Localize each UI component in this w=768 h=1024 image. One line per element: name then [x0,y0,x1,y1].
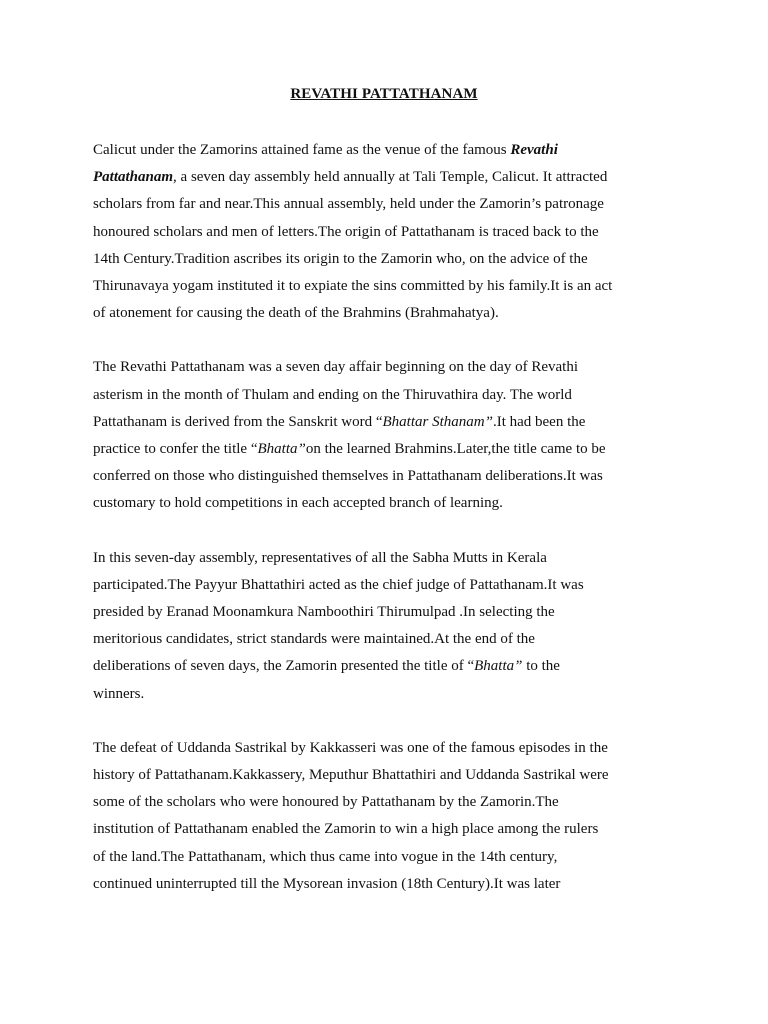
paragraph-4 [93,735,683,898]
text-line [93,816,683,843]
text-run: .It had been the [492,413,586,430]
text-line [93,626,683,653]
text-run: customary to hold competitions in each accepted branch of learning. [93,495,503,512]
text-line [93,735,683,762]
emphasized-text: Bhattar Sthanam” [382,413,493,430]
text-line [93,871,683,898]
paragraph-1 [93,137,683,327]
text-line [93,219,683,246]
text-line [93,545,683,572]
text-line [93,409,683,436]
text-run: deliberations of seven days, the Zamorin presented the title of “ [93,658,475,675]
text-line [93,246,683,273]
text-line [93,354,683,381]
text-run: meritorious candidates, strict standards were maintained.At the end of the [93,631,535,648]
text-run: Calicut under the Zamorins attained fame as the venue of the famous [93,142,511,158]
text-line [93,164,683,191]
text-run: scholars from far and near.This annual assembly, held under the Zamorin’s patronage [93,196,604,213]
text-line [93,653,683,680]
text-run: practice to confer the title “ [93,441,258,458]
text-line [93,490,683,517]
text-run: history of Pattathanam.Kakkassery, Meputhur Bhattathiri and Uddanda Sastrikal were [93,767,609,784]
text-run: The defeat of Uddanda Sastrikal by Kakkasseri was one of the famous episodes in the [93,739,608,756]
text-line [93,382,683,409]
emphasized-text: Revathi [510,142,558,158]
text-line [93,789,683,816]
text-run: The Revathi Pattathanam was a seven day affair beginning on the day of Revathi [93,359,578,376]
text-line [93,273,683,300]
text-line [93,844,683,871]
text-run: conferred on those who distinguished themselves in Pattathanam deliberations.It was [93,468,603,485]
text-run: winners. [93,685,145,702]
text-line [93,436,683,463]
text-run: Thirunavaya yogam instituted it to expiate the sins committed by his family.It is an act [93,278,613,295]
text-run: asterism in the month of Thulam and ending on the Thiruvathira day. The world [93,386,572,403]
text-run: some of the scholars who were honoured by Pattathanam by the Zamorin.The [93,794,559,811]
text-run: presided by Eranad Moonamkura Namboothiri Thirumulpad .In selecting the [93,604,555,621]
text-line [93,681,683,708]
text-run: In this seven-day assembly, representatives of all the Sabha Mutts in Kerala [93,549,547,566]
text-run: to the [522,658,560,675]
text-line [93,137,683,164]
text-line [93,463,683,490]
text-run: Pattathanam is derived from the Sanskrit word “ [93,413,383,430]
text-run: continued uninterrupted till the Mysorean invasion (18th Century).It was later [93,875,561,892]
document-title: REVATHI PATTATHANAM [290,86,478,102]
paragraph-2 [93,354,683,517]
text-run: on the learned Brahmins.Later,the title came to be [305,441,606,458]
text-line [93,191,683,218]
document-body [93,137,683,925]
text-run: participated.The Payyur Bhattathiri acted as the chief judge of Pattathanam.It was [93,576,584,593]
text-line [93,572,683,599]
text-run: 14th Century.Tradition ascribes its origin to the Zamorin who, on the advice of the [93,250,588,267]
emphasized-text: Bhatta” [257,441,306,458]
text-run: , a seven day assembly held annually at Tali Temple, Calicut. It attracted [173,169,608,186]
paragraph-3 [93,545,683,708]
text-line [93,599,683,626]
text-run: institution of Pattathanam enabled the Zamorin to win a high place among the rulers [93,821,599,838]
text-run: honoured scholars and men of letters.The origin of Pattathanam is traced back to the [93,223,599,240]
text-run: of atonement for causing the death of the Brahmins (Brahmahatya). [93,305,499,322]
emphasized-text: Bhatta” [474,658,523,675]
emphasized-text: Pattathanam [93,169,174,186]
text-run: of the land.The Pattathanam, which thus came into vogue in the 14th century, [93,848,558,865]
text-line [93,762,683,789]
text-line [93,300,683,327]
